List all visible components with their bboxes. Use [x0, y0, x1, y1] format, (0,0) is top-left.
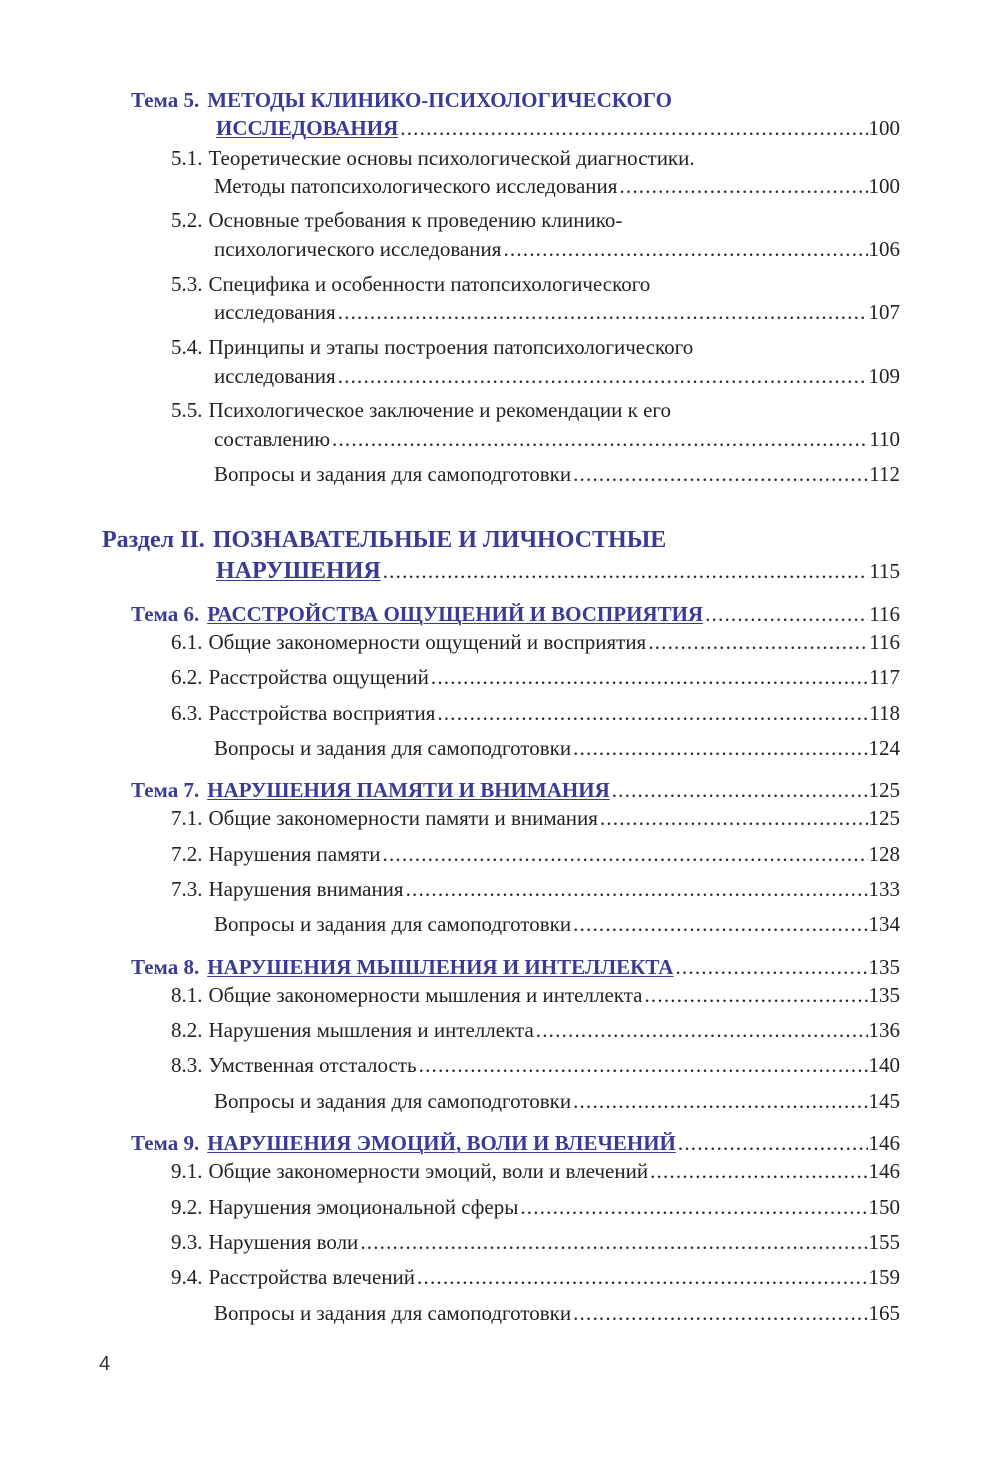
leader-dots — [648, 630, 868, 655]
leader-dots — [678, 1131, 868, 1156]
toc-item-6-2[interactable] — [171, 665, 900, 690]
toc-item-8-2[interactable] — [171, 1018, 900, 1043]
questions-page: 112 — [869, 462, 900, 486]
leader-dots — [612, 778, 868, 803]
topic-5-title-line1: МЕТОДЫ КЛИНИКО-ПСИХОЛОГИЧЕСКОГО — [207, 88, 672, 112]
toc-item-7-1[interactable] — [171, 806, 900, 831]
leader-dots — [417, 1265, 867, 1290]
item-number: 6.2. — [171, 665, 203, 689]
leader-dots — [520, 1195, 867, 1220]
toc-item-5-2-line1[interactable] — [171, 208, 622, 233]
item-title-continued: исследования — [214, 300, 336, 324]
item-title: Нарушения внимания — [208, 877, 404, 901]
questions-title: Вопросы и задания для самоподготовки — [214, 736, 572, 760]
item-page: 117 — [869, 665, 900, 689]
section-2-title-line2: НАРУШЕНИЯ — [216, 558, 381, 584]
topic-5-page: 100 — [868, 116, 900, 140]
item-page: 106 — [868, 237, 900, 261]
leader-dots — [705, 602, 868, 627]
item-title: Расстройства влечений — [208, 1265, 416, 1289]
topic-9-page: 146 — [868, 1131, 900, 1155]
item-number: 7.3. — [171, 877, 203, 901]
item-title: Основные требования к проведению клинико- — [208, 208, 623, 232]
item-page: 133 — [868, 877, 900, 901]
leader-dots — [600, 806, 868, 831]
toc-questions-9[interactable] — [214, 1301, 900, 1326]
toc-item-5-5-line2[interactable] — [214, 427, 900, 452]
toc-item-5-3-line2[interactable] — [214, 300, 900, 325]
topic-5-title-line2: ИССЛЕДОВАНИЯ — [216, 116, 399, 140]
toc-questions-6[interactable] — [214, 736, 900, 761]
item-number: 5.5. — [171, 398, 203, 422]
toc-item-5-3-line1[interactable] — [171, 272, 650, 297]
questions-page: 165 — [868, 1301, 900, 1325]
questions-page: 145 — [868, 1089, 900, 1113]
toc-item-5-2-line2[interactable] — [214, 237, 900, 262]
item-page: 136 — [868, 1018, 900, 1042]
item-title: Нарушения воли — [208, 1230, 359, 1254]
item-number: 8.3. — [171, 1053, 203, 1077]
leader-dots — [431, 665, 868, 690]
section-2-heading-line1[interactable] — [102, 527, 666, 554]
item-number: 5.2. — [171, 208, 203, 232]
item-title-continued: составлению — [214, 427, 331, 451]
item-number: 6.3. — [171, 701, 203, 725]
topic-7-heading[interactable] — [131, 778, 900, 803]
item-page: 118 — [869, 701, 900, 725]
item-number: 6.1. — [171, 630, 203, 654]
questions-title: Вопросы и задания для самоподготовки — [214, 912, 572, 936]
item-title: Умственная отсталость — [208, 1053, 417, 1077]
item-title: Принципы и этапы построения патопсихологического — [208, 335, 694, 359]
topic-8-heading[interactable] — [131, 955, 900, 980]
leader-dots — [536, 1018, 868, 1043]
item-page: 140 — [868, 1053, 900, 1077]
item-title: Нарушения памяти — [208, 842, 381, 866]
section-2-page: 115 — [869, 559, 900, 583]
topic-9-title: НАРУШЕНИЯ ЭМОЦИЙ, ВОЛИ И ВЛЕЧЕНИЙ — [207, 1131, 676, 1155]
page-number: 4 — [99, 1353, 111, 1375]
toc-item-6-3[interactable] — [171, 701, 900, 726]
leader-dots — [400, 116, 867, 141]
leader-dots — [573, 1089, 867, 1114]
item-number: 8.1. — [171, 983, 203, 1007]
item-page: 116 — [869, 630, 900, 654]
item-number: 9.4. — [171, 1265, 203, 1289]
leader-dots — [383, 559, 869, 584]
item-title: Общие закономерности эмоций, воли и влечений — [208, 1159, 649, 1183]
toc-questions-7[interactable] — [214, 912, 900, 937]
item-number: 9.2. — [171, 1195, 203, 1219]
item-title: Психологическое заключение и рекомендации к его — [208, 398, 672, 422]
topic-9-heading[interactable] — [131, 1131, 900, 1156]
item-page: 155 — [868, 1230, 900, 1254]
item-title: Расстройства ощущений — [208, 665, 429, 689]
item-page: 150 — [868, 1195, 900, 1219]
toc-item-7-2[interactable] — [171, 842, 900, 867]
leader-dots — [675, 955, 867, 980]
topic-7-title: НАРУШЕНИЯ ПАМЯТИ И ВНИМАНИЯ — [207, 778, 610, 802]
item-page: 110 — [869, 427, 900, 451]
item-title: Нарушения мышления и интеллекта — [208, 1018, 534, 1042]
item-title: Общие закономерности мышления и интеллекта — [208, 983, 643, 1007]
item-number: 5.1. — [171, 146, 203, 170]
topic-5-heading-line1[interactable] — [131, 88, 672, 113]
leader-dots — [437, 701, 868, 726]
toc-item-5-1-line1[interactable] — [171, 146, 695, 171]
topic-9-label: Тема 9. — [131, 1131, 200, 1155]
toc-item-9-4[interactable] — [171, 1265, 900, 1290]
leader-dots — [573, 912, 867, 937]
toc-item-6-1[interactable] — [171, 630, 900, 655]
questions-title: Вопросы и задания для самоподготовки — [214, 1301, 572, 1325]
item-number: 8.2. — [171, 1018, 203, 1042]
leader-dots — [644, 983, 867, 1008]
leader-dots — [360, 1230, 867, 1255]
item-number: 5.4. — [171, 335, 203, 359]
topic-5-heading-line2[interactable] — [216, 116, 900, 141]
section-2-title-line1: ПОЗНАВАТЕЛЬНЫЕ И ЛИЧНОСТНЫЕ — [212, 527, 667, 553]
leader-dots — [419, 1053, 868, 1078]
topic-8-title: НАРУШЕНИЯ МЫШЛЕНИЯ И ИНТЕЛЛЕКТА — [207, 955, 674, 979]
toc-item-5-4-line2[interactable] — [214, 364, 900, 389]
item-number: 7.1. — [171, 806, 203, 830]
item-page: 100 — [868, 174, 900, 198]
leader-dots — [338, 300, 868, 325]
topic-8-page: 135 — [868, 955, 900, 979]
item-page: 125 — [868, 806, 900, 830]
toc-item-8-1[interactable] — [171, 983, 900, 1008]
leader-dots — [383, 842, 868, 867]
toc-questions-8[interactable] — [214, 1089, 900, 1114]
topic-7-page: 125 — [868, 778, 900, 802]
toc-item-9-1[interactable] — [171, 1159, 900, 1184]
leader-dots — [406, 877, 868, 902]
item-title-continued: психологического исследования — [214, 237, 502, 261]
item-page: 159 — [868, 1265, 900, 1289]
leader-dots — [503, 237, 867, 262]
item-page: 107 — [868, 300, 900, 324]
toc-item-7-3[interactable] — [171, 877, 900, 902]
toc-item-9-2[interactable] — [171, 1195, 900, 1220]
leader-dots — [573, 1301, 867, 1326]
section-2-heading-line2[interactable] — [216, 558, 900, 585]
leader-dots — [338, 364, 868, 389]
item-title: Расстройства восприятия — [208, 701, 436, 725]
item-title: Общие закономерности памяти и внимания — [208, 806, 598, 830]
item-page: 146 — [868, 1159, 900, 1183]
toc-questions-5[interactable] — [214, 462, 900, 487]
item-title: Нарушения эмоциональной сферы — [208, 1195, 519, 1219]
item-number: 5.3. — [171, 272, 203, 296]
topic-8-label: Тема 8. — [131, 955, 200, 979]
topic-6-title: РАССТРОЙСТВА ОЩУЩЕНИЙ И ВОСПРИЯТИЯ — [207, 602, 704, 626]
leader-dots — [619, 174, 867, 199]
leader-dots — [650, 1159, 867, 1184]
topic-6-heading[interactable] — [131, 602, 900, 627]
item-number: 9.1. — [171, 1159, 203, 1183]
leader-dots — [332, 427, 868, 452]
toc-item-5-5-line1[interactable] — [171, 398, 671, 423]
item-page: 135 — [868, 983, 900, 1007]
item-page: 128 — [868, 842, 900, 866]
topic-6-page: 116 — [869, 602, 900, 626]
questions-title: Вопросы и задания для самоподготовки — [214, 1089, 572, 1113]
toc-item-8-3[interactable] — [171, 1053, 900, 1078]
item-number: 9.3. — [171, 1230, 203, 1254]
leader-dots — [573, 462, 868, 487]
topic-5-label: Тема 5. — [131, 88, 200, 112]
toc-item-9-3[interactable] — [171, 1230, 900, 1255]
item-title: Теоретические основы психологической диагностики. — [208, 146, 695, 170]
item-title: Общие закономерности ощущений и восприятия — [208, 630, 647, 654]
toc-item-5-1-line2[interactable] — [214, 174, 900, 199]
leader-dots — [573, 736, 867, 761]
item-page: 109 — [868, 364, 900, 388]
questions-page: 134 — [868, 912, 900, 936]
item-title-continued: исследования — [214, 364, 336, 388]
topic-7-label: Тема 7. — [131, 778, 200, 802]
section-2-label: Раздел II. — [102, 527, 205, 553]
item-title-continued: Методы патопсихологического исследования — [214, 174, 618, 198]
toc-item-5-4-line1[interactable] — [171, 335, 693, 360]
item-title: Специфика и особенности патопсихологического — [208, 272, 651, 296]
questions-page: 124 — [868, 736, 900, 760]
questions-title: Вопросы и задания для самоподготовки — [214, 462, 572, 486]
item-number: 7.2. — [171, 842, 203, 866]
topic-6-label: Тема 6. — [131, 602, 200, 626]
